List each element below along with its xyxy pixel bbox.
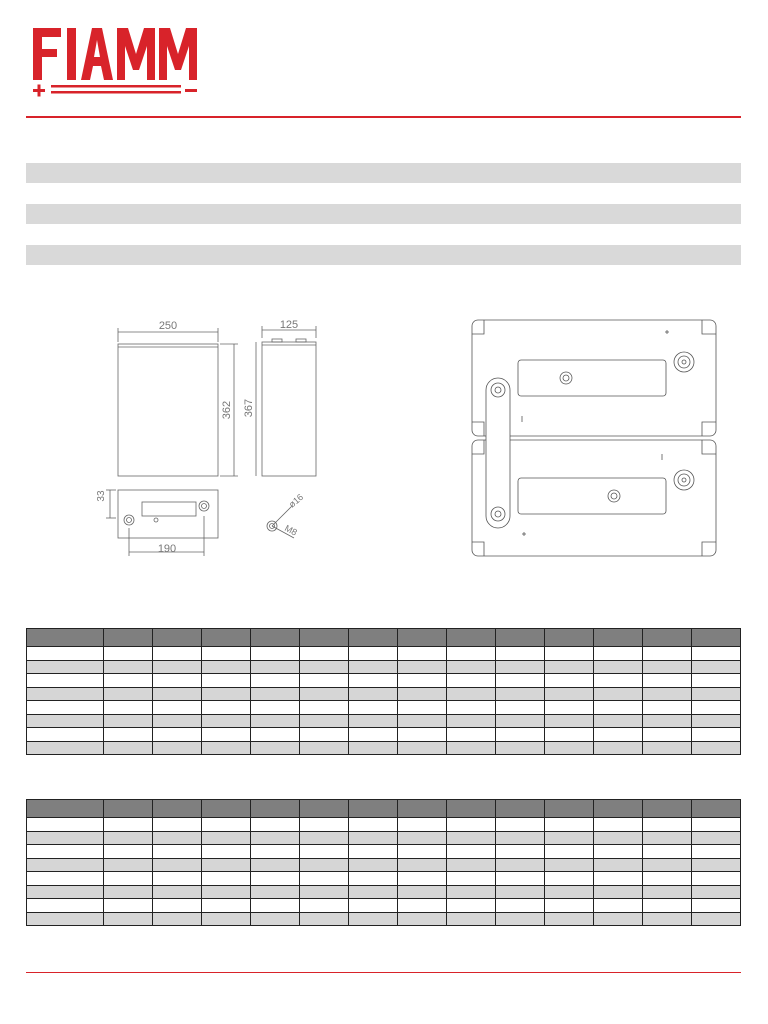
table-header-cell: [692, 800, 741, 818]
table-header-cell: [27, 800, 104, 818]
section-band-1: [26, 163, 741, 183]
table-row: [27, 885, 741, 899]
table-cell: [398, 714, 447, 728]
table-cell: [496, 831, 545, 845]
table-cell: [545, 899, 594, 913]
table-cell: [202, 818, 251, 832]
table-cell: [27, 872, 104, 886]
table-cell: [27, 714, 104, 728]
table-cell: [202, 741, 251, 755]
table-cell: [153, 701, 202, 715]
table-cell: [594, 912, 643, 926]
table-cell: [300, 741, 349, 755]
table-cell: [104, 674, 153, 688]
table-cell: [153, 741, 202, 755]
table-cell: [349, 872, 398, 886]
table-header-cell: [643, 629, 692, 647]
table-cell: [496, 899, 545, 913]
table-cell: [545, 858, 594, 872]
table-cell: [27, 899, 104, 913]
table-cell: [251, 741, 300, 755]
table-cell: [643, 741, 692, 755]
table-cell: [594, 714, 643, 728]
table-cell: [447, 714, 496, 728]
terminal-thread-label: M8: [283, 522, 299, 538]
top-view-drawing: [470, 318, 718, 558]
table-cell: [545, 885, 594, 899]
section-band-2: [26, 204, 741, 224]
table-cell: [447, 845, 496, 859]
table-cell: [202, 660, 251, 674]
table-header-cell: [300, 629, 349, 647]
table-cell: [202, 899, 251, 913]
table-cell: [104, 845, 153, 859]
table-cell: [594, 872, 643, 886]
table-cell: [643, 831, 692, 845]
section-band-3: [26, 245, 741, 265]
table-cell: [398, 728, 447, 742]
table-cell: [153, 728, 202, 742]
table-cell: [692, 741, 741, 755]
table-cell: [447, 674, 496, 688]
table-cell: [643, 845, 692, 859]
table-cell: [202, 845, 251, 859]
terminal-spacing-label: 190: [157, 543, 177, 555]
table-cell: [692, 885, 741, 899]
table-cell: [447, 701, 496, 715]
table-row: [27, 818, 741, 832]
table-header-cell: [251, 800, 300, 818]
table-cell: [643, 674, 692, 688]
table-cell: [545, 912, 594, 926]
table-cell: [398, 885, 447, 899]
table-cell: [643, 687, 692, 701]
table-header-cell: [447, 800, 496, 818]
table-cell: [202, 687, 251, 701]
table-row: [27, 701, 741, 715]
table-cell: [153, 660, 202, 674]
side-height-label: 367: [243, 398, 255, 418]
table-cell: [545, 647, 594, 661]
table-cell: [643, 701, 692, 715]
table-header-row: [27, 800, 741, 818]
table-cell: [27, 728, 104, 742]
table-cell: [27, 687, 104, 701]
table-cell: [496, 858, 545, 872]
table-cell: [251, 647, 300, 661]
table-cell: [251, 885, 300, 899]
table-cell: [692, 818, 741, 832]
table-cell: [153, 872, 202, 886]
table-cell: [398, 912, 447, 926]
table-cell: [496, 818, 545, 832]
table-cell: [251, 818, 300, 832]
table-cell: [104, 714, 153, 728]
table-cell: [692, 674, 741, 688]
table-header-cell: [496, 629, 545, 647]
front-height-label: 362: [221, 400, 233, 420]
table-cell: [496, 885, 545, 899]
table-cell: [496, 701, 545, 715]
table-cell: [692, 660, 741, 674]
table-cell: [496, 647, 545, 661]
table-cell: [447, 741, 496, 755]
table-header-cell: [153, 629, 202, 647]
table-cell: [202, 885, 251, 899]
table-cell: [349, 728, 398, 742]
table-cell: [153, 714, 202, 728]
table-cell: [300, 899, 349, 913]
table-cell: [251, 728, 300, 742]
table-cell: [300, 701, 349, 715]
table-cell: [594, 674, 643, 688]
table-cell: [496, 687, 545, 701]
table-cell: [545, 660, 594, 674]
table-cell: [104, 831, 153, 845]
table-cell: [398, 660, 447, 674]
table-cell: [349, 741, 398, 755]
table-cell: [153, 899, 202, 913]
table-row: [27, 674, 741, 688]
table-cell: [153, 674, 202, 688]
table-cell: [251, 687, 300, 701]
table-cell: [202, 728, 251, 742]
table-cell: [300, 660, 349, 674]
table-cell: [300, 872, 349, 886]
table-row: [27, 831, 741, 845]
table-cell: [27, 885, 104, 899]
table-cell: [349, 818, 398, 832]
table-cell: [398, 818, 447, 832]
table-cell: [349, 845, 398, 859]
table-cell: [692, 714, 741, 728]
table-cell: [27, 741, 104, 755]
table-cell: [27, 912, 104, 926]
table-header-cell: [251, 629, 300, 647]
table-cell: [692, 899, 741, 913]
table-cell: [251, 899, 300, 913]
table-cell: [153, 687, 202, 701]
table-cell: [27, 845, 104, 859]
table-cell: [300, 714, 349, 728]
table-cell: [692, 831, 741, 845]
front-width-label: 250: [158, 320, 178, 332]
table-header-cell: [398, 800, 447, 818]
table-cell: [27, 647, 104, 661]
table-cell: [692, 647, 741, 661]
side-width-label: 125: [279, 319, 299, 331]
table-cell: [447, 912, 496, 926]
dimension-drawing: [92, 316, 322, 564]
table-cell: [643, 858, 692, 872]
table-cell: [447, 885, 496, 899]
table-cell: [692, 858, 741, 872]
table-cell: [300, 728, 349, 742]
table-cell: [496, 845, 545, 859]
table-header-cell: [692, 629, 741, 647]
table-cell: [692, 687, 741, 701]
table-cell: [202, 714, 251, 728]
table-row: [27, 845, 741, 859]
table-cell: [349, 701, 398, 715]
table-cell: [398, 741, 447, 755]
table-cell: [27, 818, 104, 832]
table-cell: [349, 647, 398, 661]
table-cell: [104, 885, 153, 899]
table-cell: [104, 741, 153, 755]
table-header-cell: [104, 629, 153, 647]
table-cell: [643, 647, 692, 661]
table-cell: [398, 872, 447, 886]
table-cell: [300, 674, 349, 688]
table-cell: [300, 818, 349, 832]
table-header-cell: [349, 629, 398, 647]
table-cell: [692, 701, 741, 715]
table-row: [27, 728, 741, 742]
table-cell: [27, 674, 104, 688]
table-cell: [104, 912, 153, 926]
table-cell: [349, 674, 398, 688]
table-cell: [202, 647, 251, 661]
table-cell: [447, 872, 496, 886]
table-cell: [153, 885, 202, 899]
table-cell: [27, 701, 104, 715]
table-cell: [398, 899, 447, 913]
table-cell: [251, 701, 300, 715]
table-cell: [349, 885, 398, 899]
spec-table-2: [26, 799, 741, 926]
table-cell: [594, 687, 643, 701]
table-cell: [447, 687, 496, 701]
table-cell: [594, 728, 643, 742]
table-cell: [300, 912, 349, 926]
table-cell: [545, 872, 594, 886]
table-header-cell: [202, 800, 251, 818]
table-cell: [104, 858, 153, 872]
table-cell: [104, 687, 153, 701]
header-divider: [26, 116, 741, 118]
table-cell: [300, 845, 349, 859]
table-cell: [349, 899, 398, 913]
table-cell: [251, 660, 300, 674]
table-header-cell: [153, 800, 202, 818]
table-cell: [447, 647, 496, 661]
table-cell: [251, 714, 300, 728]
table-cell: [251, 845, 300, 859]
table-cell: [202, 872, 251, 886]
table-cell: [104, 899, 153, 913]
table-cell: [104, 660, 153, 674]
table-cell: [496, 660, 545, 674]
table-cell: [496, 912, 545, 926]
fiamm-logo: [33, 24, 203, 100]
table-cell: [594, 701, 643, 715]
table-cell: [398, 674, 447, 688]
table-cell: [594, 858, 643, 872]
table-row: [27, 912, 741, 926]
table-cell: [398, 701, 447, 715]
table-header-cell: [202, 629, 251, 647]
table-row: [27, 741, 741, 755]
table-header-cell: [594, 800, 643, 818]
table-cell: [27, 858, 104, 872]
table-row: [27, 714, 741, 728]
table-cell: [104, 728, 153, 742]
table-cell: [447, 858, 496, 872]
table-cell: [643, 714, 692, 728]
table-cell: [202, 912, 251, 926]
table-cell: [251, 831, 300, 845]
table-cell: [447, 660, 496, 674]
table-cell: [300, 831, 349, 845]
table-cell: [594, 845, 643, 859]
table-cell: [398, 831, 447, 845]
table-cell: [447, 831, 496, 845]
table-row: [27, 858, 741, 872]
table-cell: [692, 845, 741, 859]
table-cell: [594, 885, 643, 899]
table-cell: [349, 687, 398, 701]
table-row: [27, 872, 741, 886]
table-cell: [496, 674, 545, 688]
table-cell: [594, 818, 643, 832]
table-row: [27, 899, 741, 913]
table-cell: [545, 674, 594, 688]
table-cell: [300, 885, 349, 899]
table-cell: [349, 831, 398, 845]
table-cell: [643, 885, 692, 899]
table-header-cell: [398, 629, 447, 647]
table-cell: [594, 660, 643, 674]
table-header-cell: [447, 629, 496, 647]
table-cell: [496, 872, 545, 886]
table-header-cell: [545, 800, 594, 818]
table-header-cell: [643, 800, 692, 818]
table-cell: [202, 858, 251, 872]
table-cell: [300, 858, 349, 872]
table-cell: [447, 818, 496, 832]
table-header-cell: [104, 800, 153, 818]
table-cell: [27, 831, 104, 845]
table-header-cell: [594, 629, 643, 647]
table-cell: [300, 687, 349, 701]
table-cell: [545, 714, 594, 728]
table-cell: [643, 818, 692, 832]
top-offset-label: 33: [96, 490, 107, 502]
table-cell: [692, 728, 741, 742]
table-cell: [496, 714, 545, 728]
table-header-cell: [349, 800, 398, 818]
table-cell: [692, 912, 741, 926]
table-cell: [496, 741, 545, 755]
table-cell: [202, 831, 251, 845]
table-cell: [398, 845, 447, 859]
table-cell: [594, 741, 643, 755]
table-cell: [643, 912, 692, 926]
spec-table-1: [26, 628, 741, 755]
table-cell: [104, 818, 153, 832]
table-cell: [496, 728, 545, 742]
table-cell: [643, 899, 692, 913]
table-cell: [153, 845, 202, 859]
table-cell: [545, 831, 594, 845]
table-cell: [349, 912, 398, 926]
table-cell: [398, 647, 447, 661]
table-cell: [153, 858, 202, 872]
table-cell: [398, 858, 447, 872]
table-cell: [594, 831, 643, 845]
terminal-diameter-label: ø16: [286, 491, 306, 510]
table-cell: [251, 858, 300, 872]
table-cell: [643, 872, 692, 886]
table-header-row: [27, 629, 741, 647]
table-cell: [545, 687, 594, 701]
footer-divider: [26, 972, 741, 973]
table-cell: [643, 728, 692, 742]
table-cell: [251, 872, 300, 886]
table-header-cell: [545, 629, 594, 647]
table-cell: [27, 660, 104, 674]
table-cell: [349, 714, 398, 728]
table-cell: [692, 872, 741, 886]
table-cell: [545, 701, 594, 715]
table-header-cell: [27, 629, 104, 647]
table-cell: [594, 899, 643, 913]
table-row: [27, 687, 741, 701]
table-cell: [643, 660, 692, 674]
table-cell: [349, 858, 398, 872]
table-cell: [104, 872, 153, 886]
table-cell: [545, 728, 594, 742]
table-cell: [153, 818, 202, 832]
table-header-cell: [300, 800, 349, 818]
table-row: [27, 660, 741, 674]
table-header-cell: [496, 800, 545, 818]
table-cell: [349, 660, 398, 674]
table-row: [27, 647, 741, 661]
table-cell: [251, 674, 300, 688]
table-cell: [447, 899, 496, 913]
table-cell: [104, 647, 153, 661]
table-cell: [153, 647, 202, 661]
table-cell: [153, 831, 202, 845]
table-cell: [202, 674, 251, 688]
table-cell: [104, 701, 153, 715]
table-cell: [594, 647, 643, 661]
table-cell: [545, 741, 594, 755]
table-cell: [153, 912, 202, 926]
table-cell: [251, 912, 300, 926]
table-cell: [545, 818, 594, 832]
table-cell: [545, 845, 594, 859]
table-cell: [447, 728, 496, 742]
table-cell: [300, 647, 349, 661]
table-cell: [202, 701, 251, 715]
table-cell: [398, 687, 447, 701]
